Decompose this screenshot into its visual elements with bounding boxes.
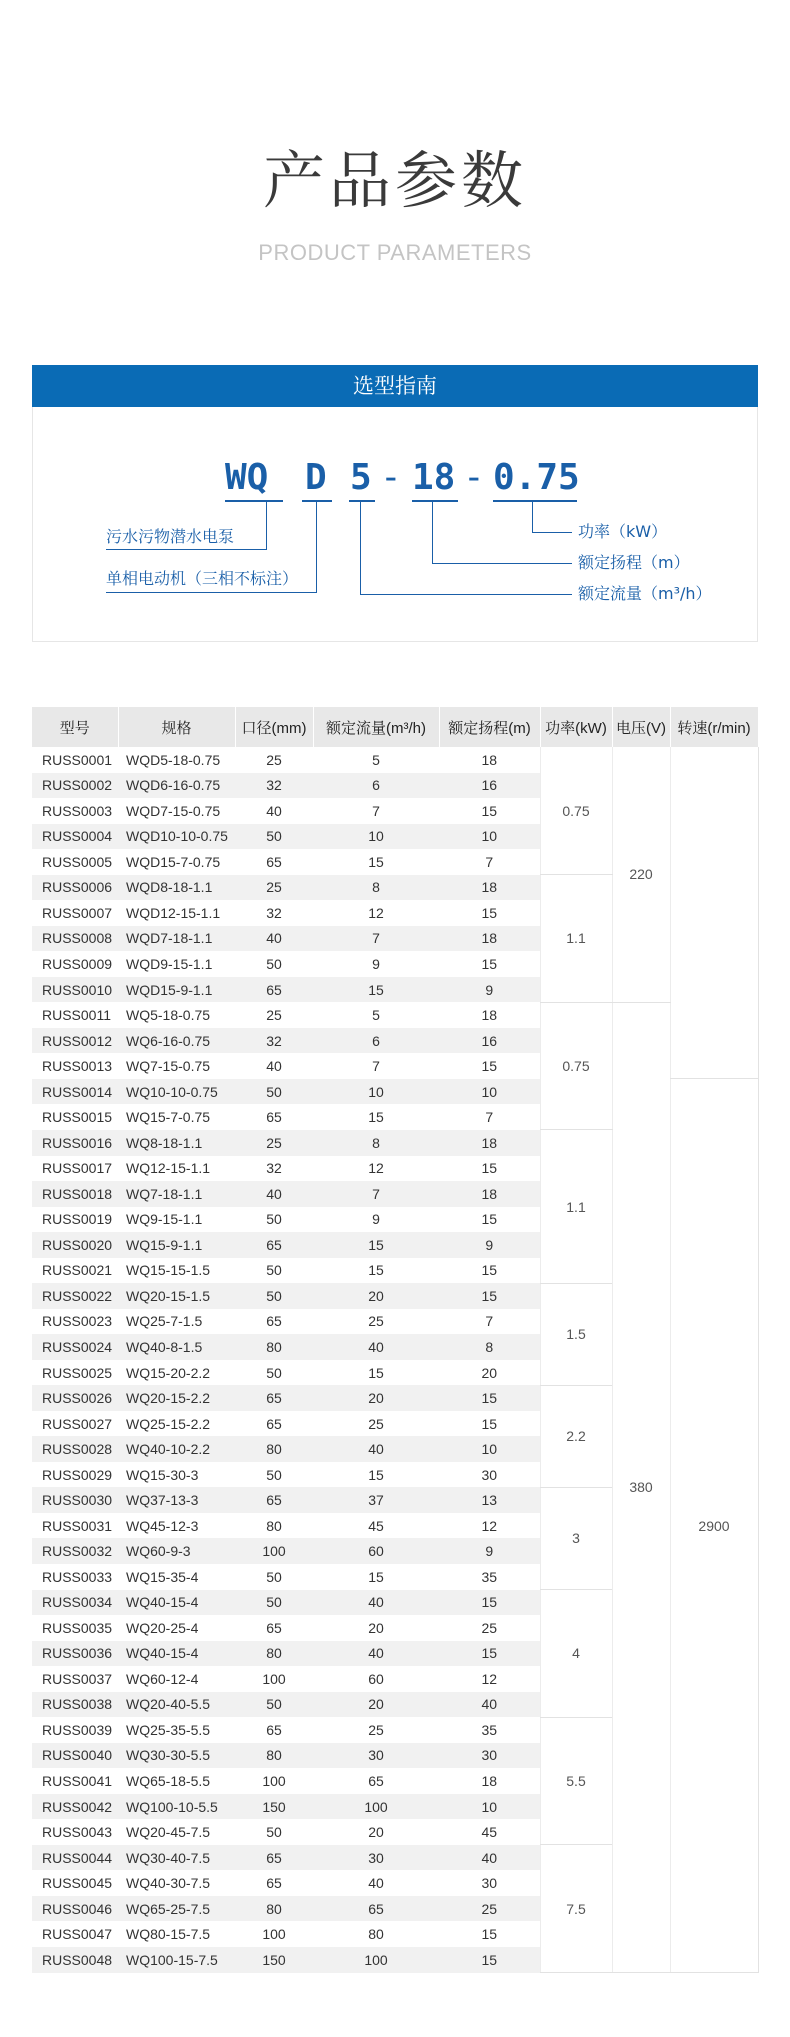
diameter-cell: 100 — [235, 1538, 313, 1564]
spec-cell: WQ12-15-1.1 — [126, 1160, 211, 1177]
flow-cell: 7 — [372, 802, 380, 819]
head-cell: 15 — [481, 1211, 498, 1228]
model-cell: RUSS0032 — [32, 1538, 118, 1564]
head-cell: 15 — [439, 1590, 540, 1616]
spec-cell: WQD7-18-1.1 — [118, 926, 235, 952]
spec-cell: WQ45-12-3 — [126, 1517, 199, 1534]
head-cell: 10 — [439, 1079, 540, 1105]
spec-cell: WQ100-15-7.5 — [118, 1947, 235, 1973]
flow-cell: 65 — [313, 1896, 439, 1922]
flow-cell: 40 — [313, 1590, 439, 1616]
spec-cell: WQ40-15-4 — [118, 1590, 235, 1616]
connector-line — [360, 502, 361, 595]
spec-cell: WQD7-15-0.75 — [126, 802, 221, 819]
head-cell: 30 — [439, 1743, 540, 1769]
diameter-cell: 32 — [266, 904, 282, 921]
connector-line — [266, 502, 267, 550]
diameter-cell: 25 — [235, 1130, 313, 1156]
spec-cell: WQ7-18-1.1 — [118, 1181, 235, 1207]
flow-cell: 6 — [313, 1028, 439, 1054]
model-cell: RUSS0034 — [32, 1590, 118, 1616]
flow-cell: 40 — [313, 1334, 439, 1360]
head-cell: 9 — [439, 1538, 540, 1564]
flow-cell: 15 — [368, 1466, 384, 1483]
head-cell: 18 — [481, 1007, 498, 1024]
flow-cell: 5 — [372, 751, 380, 768]
model-cell: RUSS0024 — [32, 1334, 118, 1360]
speed-cell: 2900 — [670, 1079, 758, 1973]
diameter-cell: 25 — [266, 751, 282, 768]
spec-cell: WQD8-18-1.1 — [118, 875, 235, 901]
diameter-cell: 50 — [266, 1568, 282, 1585]
head-cell: 15 — [481, 1058, 498, 1075]
diameter-cell: 65 — [266, 1619, 282, 1636]
guide-label-flow: 额定流量（m³/h） — [578, 584, 712, 603]
diameter-cell: 65 — [235, 1845, 313, 1871]
head-cell: 30 — [481, 1466, 498, 1483]
diameter-cell: 65 — [266, 1721, 282, 1738]
flow-cell: 15 — [313, 977, 439, 1003]
diameter-cell: 65 — [235, 1232, 313, 1258]
flow-cell: 30 — [313, 1845, 439, 1871]
page-title: 产品参数 — [262, 144, 527, 217]
code-underline — [493, 500, 577, 502]
diameter-cell: 25 — [235, 875, 313, 901]
flow-cell: 60 — [313, 1538, 439, 1564]
diameter-cell: 40 — [266, 1058, 282, 1075]
head-cell: 18 — [439, 875, 540, 901]
flow-cell: 7 — [313, 926, 439, 952]
head-cell: 35 — [481, 1721, 498, 1738]
spec-cell: WQ80-15-7.5 — [126, 1926, 211, 1943]
diameter-cell: 80 — [235, 1436, 313, 1462]
model-cell: RUSS0015 — [42, 1109, 113, 1126]
diameter-cell: 40 — [266, 802, 282, 819]
model-cell: RUSS0003 — [42, 802, 113, 819]
head-cell: 15 — [481, 956, 498, 973]
speed-cell — [670, 747, 758, 1079]
model-cell: RUSS0038 — [32, 1692, 118, 1718]
flow-cell: 10 — [313, 824, 439, 850]
head-cell: 12 — [481, 1517, 498, 1534]
diameter-cell: 80 — [235, 1743, 313, 1769]
spec-cell: WQ25-35-5.5 — [126, 1721, 211, 1738]
model-cell: RUSS0006 — [32, 875, 118, 901]
spec-cell: WQ65-18-5.5 — [126, 1773, 211, 1790]
spec-cell: WQ15-30-3 — [126, 1466, 199, 1483]
spec-cell: WQ9-15-1.1 — [126, 1211, 203, 1228]
code-underline — [225, 500, 283, 502]
voltage-cell: 380 — [612, 1002, 670, 1972]
head-cell: 7 — [485, 1109, 494, 1126]
model-cell: RUSS0037 — [42, 1670, 113, 1687]
model-cell: RUSS0047 — [42, 1926, 113, 1943]
column-header: 型号 — [32, 707, 118, 747]
flow-cell: 30 — [313, 1743, 439, 1769]
flow-cell: 45 — [368, 1517, 384, 1534]
model-cell: RUSS0048 — [32, 1947, 118, 1973]
code-series: WQ — [225, 457, 269, 498]
head-cell: 7 — [485, 853, 494, 870]
column-header: 额定流量(m³/h) — [313, 707, 439, 747]
parameters-table — [32, 707, 759, 1973]
diameter-cell: 50 — [235, 1590, 313, 1616]
diameter-cell: 65 — [235, 977, 313, 1003]
model-cell: RUSS0012 — [32, 1028, 118, 1054]
diameter-cell: 100 — [262, 1926, 286, 1943]
spec-cell: WQ40-8-1.5 — [118, 1334, 235, 1360]
flow-cell: 15 — [368, 1109, 384, 1126]
diameter-cell: 80 — [266, 1517, 282, 1534]
column-header: 口径(mm) — [235, 707, 313, 747]
flow-cell: 15 — [368, 1262, 384, 1279]
model-cell: RUSS0007 — [42, 904, 113, 921]
code-phase: D — [305, 457, 327, 498]
head-cell: 7 — [485, 1313, 494, 1330]
head-cell: 18 — [439, 1181, 540, 1207]
head-cell: 15 — [481, 1415, 498, 1432]
flow-cell: 10 — [313, 1079, 439, 1105]
power-cell: 1.1 — [540, 1130, 612, 1283]
model-cell: RUSS0017 — [42, 1160, 113, 1177]
spec-cell: WQD15-7-0.75 — [126, 853, 221, 870]
flow-cell: 37 — [313, 1487, 439, 1513]
code-head: 18 — [412, 457, 456, 498]
model-cell: RUSS0020 — [32, 1232, 118, 1258]
power-cell: 4 — [540, 1590, 612, 1718]
flow-cell: 40 — [313, 1436, 439, 1462]
diameter-cell: 50 — [266, 1211, 282, 1228]
spec-cell: WQ20-40-5.5 — [118, 1692, 235, 1718]
head-cell: 30 — [481, 1875, 498, 1892]
head-cell: 18 — [439, 1130, 540, 1156]
spec-cell: WQ37-13-3 — [118, 1487, 235, 1513]
flow-cell: 40 — [368, 1875, 384, 1892]
column-header: 规格 — [118, 707, 235, 747]
power-cell: 0.75 — [540, 1002, 612, 1130]
head-cell: 16 — [439, 773, 540, 799]
column-header: 电压(V) — [612, 707, 670, 747]
model-cell: RUSS0013 — [42, 1058, 113, 1075]
table-header-row — [32, 707, 758, 747]
table-body — [32, 747, 758, 1973]
model-cell: RUSS0010 — [32, 977, 118, 1003]
head-cell: 15 — [481, 1926, 498, 1943]
table-row — [32, 747, 758, 773]
model-cell: RUSS0031 — [42, 1517, 113, 1534]
diameter-cell: 80 — [235, 1896, 313, 1922]
spec-cell: WQD6-16-0.75 — [118, 773, 235, 799]
diameter-cell: 50 — [266, 1262, 282, 1279]
spec-cell: WQ40-10-2.2 — [118, 1436, 235, 1462]
power-cell: 7.5 — [540, 1845, 612, 1973]
flow-cell: 12 — [368, 1160, 384, 1177]
spec-cell: WQ100-10-5.5 — [118, 1794, 235, 1820]
spec-cell: WQ20-15-2.2 — [118, 1385, 235, 1411]
spec-cell: WQ65-25-7.5 — [118, 1896, 235, 1922]
diameter-cell: 50 — [235, 1692, 313, 1718]
power-cell: 2.2 — [540, 1385, 612, 1487]
spec-cell: WQ40-30-7.5 — [126, 1875, 211, 1892]
spec-cell: WQD10-10-0.75 — [118, 824, 235, 850]
flow-cell: 15 — [368, 853, 384, 870]
diameter-cell: 50 — [266, 1466, 282, 1483]
flow-cell: 15 — [368, 1568, 384, 1585]
connector-line — [532, 502, 533, 533]
spec-cell: WQ25-15-2.2 — [126, 1415, 211, 1432]
diameter-cell: 50 — [235, 1079, 313, 1105]
model-cell: RUSS0023 — [42, 1313, 113, 1330]
head-cell: 15 — [439, 1385, 540, 1411]
flow-cell: 9 — [372, 1211, 380, 1228]
model-cell: RUSS0025 — [42, 1364, 113, 1381]
flow-cell: 5 — [372, 1007, 380, 1024]
spec-cell: WQ20-25-4 — [126, 1619, 199, 1636]
model-cell: RUSS0026 — [32, 1385, 118, 1411]
flow-cell: 25 — [368, 1415, 384, 1432]
spec-cell: WQ7-15-0.75 — [126, 1058, 211, 1075]
flow-cell: 60 — [368, 1670, 384, 1687]
flow-cell: 6 — [313, 773, 439, 799]
connector-line — [360, 594, 572, 595]
column-header: 转速(r/min) — [670, 707, 758, 747]
spec-cell: WQ30-40-7.5 — [118, 1845, 235, 1871]
power-cell: 1.1 — [540, 875, 612, 1003]
code-power: 0.75 — [493, 457, 580, 498]
flow-cell: 65 — [368, 1773, 384, 1790]
head-cell: 35 — [481, 1568, 498, 1585]
head-cell: 18 — [481, 751, 498, 768]
flow-cell: 25 — [368, 1721, 384, 1738]
diameter-cell: 25 — [266, 1007, 282, 1024]
spec-cell: WQ15-20-2.2 — [126, 1364, 211, 1381]
flow-cell: 15 — [368, 1364, 384, 1381]
diameter-cell: 50 — [266, 956, 282, 973]
power-cell: 0.75 — [540, 747, 612, 875]
spec-cell: WQ15-15-1.5 — [126, 1262, 211, 1279]
head-cell: 10 — [439, 1794, 540, 1820]
flow-cell: 8 — [313, 875, 439, 901]
guide-label-type: 污水污物潜水电泵 — [106, 527, 235, 546]
head-cell: 9 — [439, 1232, 540, 1258]
diameter-cell: 65 — [266, 853, 282, 870]
guide-label-head: 额定扬程（m） — [578, 553, 690, 572]
head-cell: 10 — [439, 824, 540, 850]
head-cell: 9 — [439, 977, 540, 1003]
head-cell: 15 — [481, 1262, 498, 1279]
model-cell: RUSS0028 — [32, 1436, 118, 1462]
flow-cell: 7 — [372, 1058, 380, 1075]
voltage-cell: 220 — [612, 747, 670, 1002]
head-cell: 13 — [439, 1487, 540, 1513]
head-cell: 40 — [439, 1692, 540, 1718]
diameter-cell: 65 — [266, 1313, 282, 1330]
model-cell: RUSS0039 — [42, 1721, 113, 1738]
model-cell: RUSS0016 — [32, 1130, 118, 1156]
guide-label-power: 功率（kW） — [578, 522, 668, 541]
spec-cell: WQ8-18-1.1 — [118, 1130, 235, 1156]
diameter-cell: 50 — [266, 1364, 282, 1381]
head-cell: 25 — [481, 1619, 498, 1636]
head-cell: 10 — [439, 1436, 540, 1462]
head-cell: 8 — [439, 1334, 540, 1360]
diameter-cell: 50 — [235, 824, 313, 850]
flow-cell: 80 — [368, 1926, 384, 1943]
column-header: 额定扬程(m) — [439, 707, 540, 747]
flow-cell: 20 — [313, 1385, 439, 1411]
flow-cell: 20 — [368, 1619, 384, 1636]
spec-cell: WQ60-9-3 — [118, 1538, 235, 1564]
spec-cell: WQ5-18-0.75 — [126, 1007, 211, 1024]
spec-cell: WQD15-9-1.1 — [118, 977, 235, 1003]
spec-cell: WQ15-35-4 — [126, 1568, 199, 1585]
head-cell: 18 — [481, 1773, 498, 1790]
model-cell: RUSS0021 — [42, 1262, 113, 1279]
flow-cell: 20 — [368, 1824, 384, 1841]
spec-cell: WQ20-45-7.5 — [126, 1824, 211, 1841]
spec-cell: WQD12-15-1.1 — [126, 904, 221, 921]
model-cell: RUSS0035 — [42, 1619, 113, 1636]
diameter-cell: 100 — [262, 1670, 286, 1687]
flow-cell: 12 — [368, 904, 384, 921]
code-underline — [349, 500, 375, 502]
spec-cell: WQ30-30-5.5 — [118, 1743, 235, 1769]
connector-line — [106, 549, 267, 550]
diameter-cell: 40 — [235, 926, 313, 952]
flow-cell: 9 — [372, 956, 380, 973]
power-cell: 3 — [540, 1487, 612, 1589]
diameter-cell: 150 — [235, 1794, 313, 1820]
head-cell: 15 — [439, 1947, 540, 1973]
model-cell: RUSS0022 — [32, 1283, 118, 1309]
model-cell: RUSS0004 — [32, 824, 118, 850]
model-cell: RUSS0044 — [32, 1845, 118, 1871]
model-cell: RUSS0002 — [32, 773, 118, 799]
code-flow: 5 — [350, 457, 372, 498]
guide-label-phase: 单相电动机（三相不标注） — [106, 569, 299, 588]
diameter-cell: 65 — [235, 1385, 313, 1411]
flow-cell: 20 — [313, 1692, 439, 1718]
connector-line — [532, 532, 572, 533]
model-cell: RUSS0041 — [42, 1773, 113, 1790]
flow-cell: 7 — [313, 1181, 439, 1207]
head-cell: 15 — [481, 904, 498, 921]
head-cell: 18 — [439, 926, 540, 952]
head-cell: 40 — [439, 1845, 540, 1871]
diameter-cell: 150 — [235, 1947, 313, 1973]
diameter-cell: 50 — [266, 1824, 282, 1841]
diameter-cell: 32 — [235, 1028, 313, 1054]
code-separator: - — [380, 457, 402, 498]
connector-line — [106, 592, 317, 593]
diameter-cell: 80 — [235, 1334, 313, 1360]
spec-cell: WQ20-15-1.5 — [118, 1283, 235, 1309]
flow-cell: 25 — [368, 1313, 384, 1330]
model-cell: RUSS0043 — [42, 1824, 113, 1841]
head-cell: 16 — [439, 1028, 540, 1054]
model-cell: RUSS0018 — [32, 1181, 118, 1207]
head-cell: 15 — [439, 1641, 540, 1667]
diameter-cell: 50 — [235, 1283, 313, 1309]
model-cell: RUSS0019 — [42, 1211, 113, 1228]
flow-cell: 100 — [313, 1794, 439, 1820]
spec-cell: WQD9-15-1.1 — [126, 956, 213, 973]
head-cell: 12 — [481, 1670, 498, 1687]
head-cell: 15 — [481, 1160, 498, 1177]
diameter-cell: 65 — [266, 1875, 282, 1892]
head-cell: 20 — [481, 1364, 498, 1381]
connector-line — [432, 502, 433, 564]
model-cell: RUSS0009 — [42, 956, 113, 973]
model-cell: RUSS0040 — [32, 1743, 118, 1769]
spec-cell: WQ15-7-0.75 — [126, 1109, 211, 1126]
head-cell: 15 — [481, 802, 498, 819]
flow-cell: 40 — [313, 1641, 439, 1667]
diameter-cell: 65 — [235, 1487, 313, 1513]
model-cell: RUSS0008 — [32, 926, 118, 952]
model-cell: RUSS0042 — [32, 1794, 118, 1820]
spec-cell: WQ6-16-0.75 — [118, 1028, 235, 1054]
diameter-cell: 65 — [266, 1109, 282, 1126]
diameter-cell: 65 — [266, 1415, 282, 1432]
head-cell: 45 — [481, 1824, 498, 1841]
code-underline — [412, 500, 458, 502]
flow-cell: 8 — [313, 1130, 439, 1156]
head-cell: 25 — [439, 1896, 540, 1922]
spec-cell: WQ60-12-4 — [126, 1670, 199, 1687]
head-cell: 15 — [439, 1283, 540, 1309]
model-cell: RUSS0045 — [42, 1875, 113, 1892]
flow-cell: 15 — [313, 1232, 439, 1258]
code-separator: - — [463, 457, 485, 498]
model-cell: RUSS0005 — [42, 853, 113, 870]
connector-line — [432, 563, 572, 564]
diameter-cell: 80 — [235, 1641, 313, 1667]
column-header: 功率(kW) — [540, 707, 612, 747]
model-cell: RUSS0014 — [32, 1079, 118, 1105]
power-cell: 1.5 — [540, 1283, 612, 1385]
model-cell: RUSS0030 — [32, 1487, 118, 1513]
page-subtitle: PRODUCT PARAMETERS — [258, 240, 532, 265]
model-cell: RUSS0033 — [42, 1568, 113, 1585]
model-cell: RUSS0027 — [42, 1415, 113, 1432]
spec-cell: WQ15-9-1.1 — [118, 1232, 235, 1258]
flow-cell: 100 — [313, 1947, 439, 1973]
diameter-cell: 32 — [235, 773, 313, 799]
diameter-cell: 100 — [262, 1773, 286, 1790]
spec-cell: WQ25-7-1.5 — [126, 1313, 203, 1330]
model-cell: RUSS0001 — [42, 751, 113, 768]
model-cell: RUSS0029 — [42, 1466, 113, 1483]
flow-cell: 20 — [313, 1283, 439, 1309]
code-underline — [302, 500, 332, 502]
spec-cell: WQD5-18-0.75 — [126, 751, 221, 768]
power-cell: 5.5 — [540, 1717, 612, 1845]
model-cell: RUSS0036 — [32, 1641, 118, 1667]
table-row — [32, 1002, 758, 1028]
diameter-cell: 32 — [266, 1160, 282, 1177]
model-cell: RUSS0046 — [32, 1896, 118, 1922]
connector-line — [316, 502, 317, 593]
selection-guide-title: 选型指南 — [32, 365, 758, 407]
spec-cell: WQ10-10-0.75 — [118, 1079, 235, 1105]
spec-cell: WQ40-15-4 — [118, 1641, 235, 1667]
model-cell: RUSS0011 — [42, 1007, 112, 1024]
diameter-cell: 40 — [235, 1181, 313, 1207]
